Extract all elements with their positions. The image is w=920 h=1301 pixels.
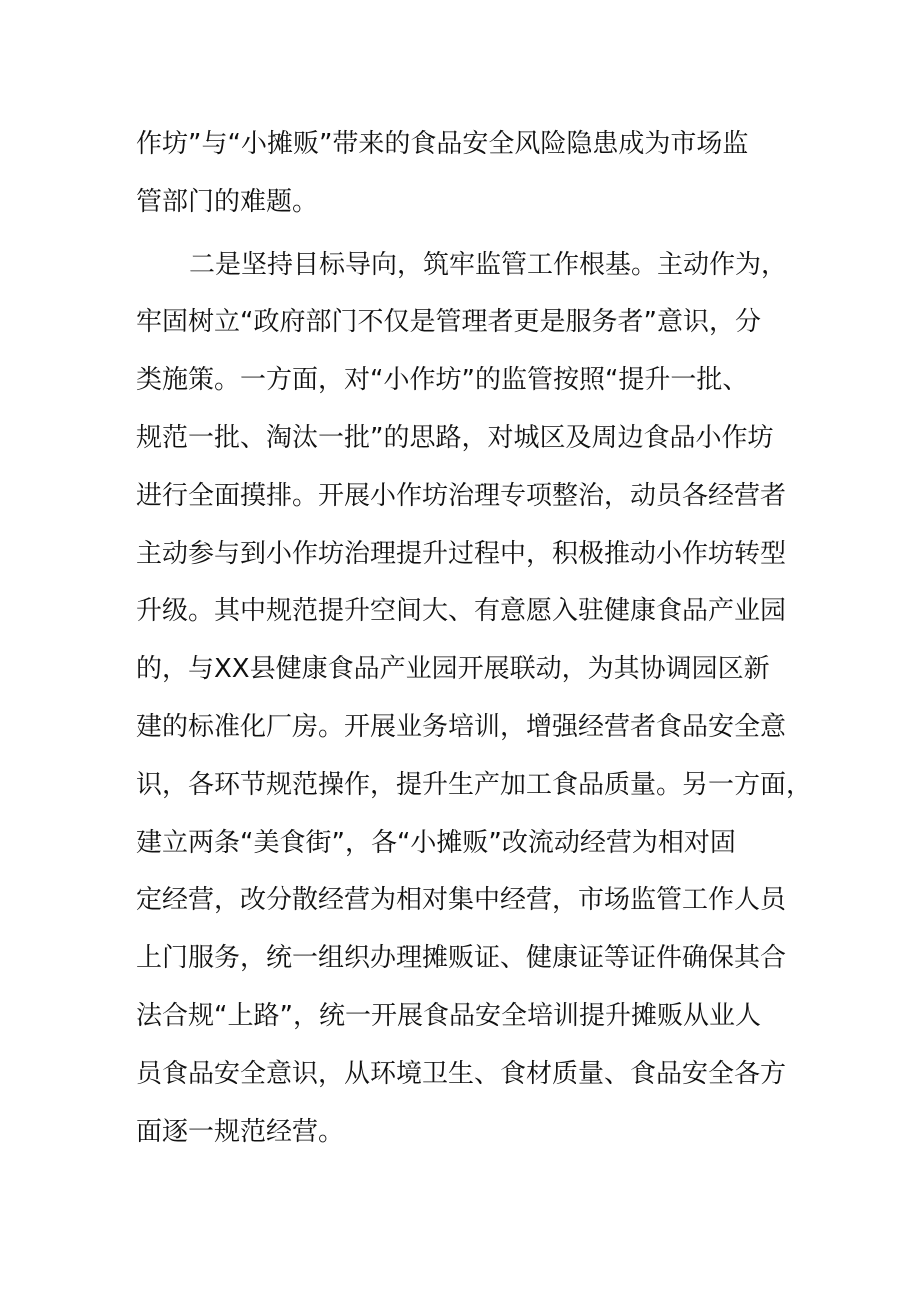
paragraph-line: 定经营，改分散经营为相对集中经营，市场监管工作人员 [136,885,787,916]
document-body [136,116,813,1161]
paragraph-line: 规范一批、淘汰一批”的思路，对城区及周边食品小作坊 [136,422,774,453]
paragraph-line: 建的标准化厂房。开展业务培训，增强经营者食品安全意 [136,711,787,742]
paragraph-line: 员食品安全意识，从环境卫生、食材质量、食品安全各方 [136,1058,787,1089]
paragraph-2 [136,237,813,1162]
paragraph-line: 升级。其中规范提升空间大、有意愿入驻健康食品产业园 [136,596,787,627]
paragraph-line: 进行全面摸排。开展小作坊治理专项整治，动员各经营者 [136,480,787,511]
paragraph-line: 面逐一规范经营。 [136,1116,345,1147]
paragraph-line: 管部门的难题。 [136,186,319,217]
paragraph-line: 作坊”与“小摊贩”带来的食品安全风险隐患成为市场监 [136,129,749,159]
paragraph-line: 上门服务，统一组织办理摊贩证、健康证等证件确保其合 [136,943,787,974]
paragraph-line: 牢固树立“政府部门不仅是管理者更是服务者”意识，分 [136,307,761,338]
paragraph-line: 的，与XX县健康食品产业园开展联动，为其协调园区新 [136,654,770,685]
paragraph-line: 主动参与到小作坊治理提升过程中，积极推动小作坊转型 [136,538,787,569]
paragraph-line: 类施策。一方面，对“小作坊”的监管按照“提升一批、 [136,365,749,396]
paragraph-line: 建立两条“美食街”，各“小摊贩”改流动经营为相对固 [136,827,736,858]
paragraph-line: 识，各环节规范操作，提升生产加工食品质量。另一方面， [136,769,813,800]
paragraph-line: 二是坚持目标导向，筑牢监管工作根基。主动作为， [189,249,788,280]
paragraph-1 [136,116,806,232]
paragraph-line: 法合规“上路”，统一开展食品安全培训提升摊贩从业人 [136,1000,761,1031]
